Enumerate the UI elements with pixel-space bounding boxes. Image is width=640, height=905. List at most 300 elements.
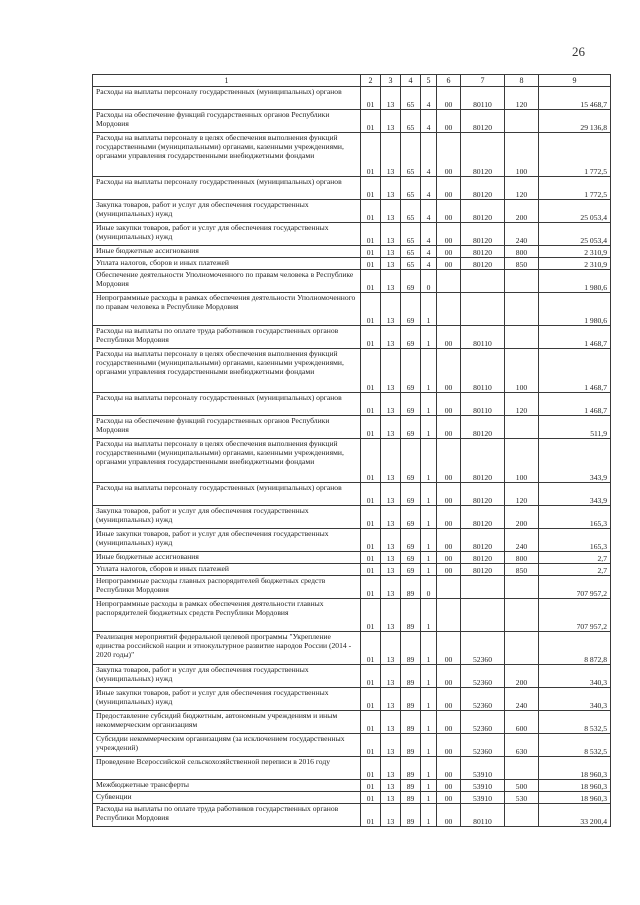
cell-program: 69: [401, 552, 421, 564]
cell-code: 80120: [461, 223, 505, 246]
cell-amount: 1 468,7: [539, 393, 611, 416]
cell-amount: 511,9: [539, 416, 611, 439]
column-header-code: 7: [461, 75, 505, 87]
cell-program: 65: [401, 246, 421, 258]
cell-name: Субвенции: [93, 792, 361, 804]
cell-name: Реализация мероприятий федеральной целевой программы "Укрепление единства российской нации и этнокультурное развитие народов России (2014 - 2020 годы)": [93, 632, 361, 665]
cell-code: 80120: [461, 200, 505, 223]
cell-amount: 8 532,5: [539, 734, 611, 757]
cell-program: 89: [401, 734, 421, 757]
cell-section: 01: [361, 757, 381, 780]
cell-name: Межбюджетные трансферты: [93, 780, 361, 792]
cell-subprogram: 1: [421, 665, 437, 688]
cell-direction: [437, 576, 461, 599]
table-header-row: [93, 75, 611, 87]
table-row: [93, 780, 611, 792]
cell-expense-type: [505, 599, 539, 632]
cell-expense-type: [505, 326, 539, 349]
cell-expense-type: 120: [505, 393, 539, 416]
cell-direction: 00: [437, 792, 461, 804]
cell-name: Расходы на выплаты персоналу государственных (муниципальных) органов: [93, 177, 361, 200]
cell-program: 69: [401, 439, 421, 483]
cell-section: 01: [361, 529, 381, 552]
table-row: [93, 349, 611, 393]
cell-amount: 2,7: [539, 552, 611, 564]
cell-name: Обеспечение деятельности Уполномоченного по правам человека в Республике Мордовия: [93, 270, 361, 293]
cell-expense-type: 200: [505, 665, 539, 688]
cell-subprogram: 1: [421, 416, 437, 439]
cell-name: Расходы на выплаты по оплате труда работников государственных органов Республики Мордовия: [93, 804, 361, 827]
cell-subprogram: 1: [421, 483, 437, 506]
cell-section: 01: [361, 506, 381, 529]
cell-subsection: 13: [381, 439, 401, 483]
cell-section: 01: [361, 87, 381, 110]
column-header-name: 1: [93, 75, 361, 87]
cell-expense-type: [505, 110, 539, 133]
cell-code: 80120: [461, 483, 505, 506]
cell-section: 01: [361, 133, 381, 177]
cell-section: 01: [361, 293, 381, 326]
table-row: [93, 483, 611, 506]
cell-section: 01: [361, 110, 381, 133]
cell-subsection: 13: [381, 711, 401, 734]
cell-section: 01: [361, 711, 381, 734]
cell-program: 89: [401, 632, 421, 665]
cell-subprogram: 4: [421, 258, 437, 270]
cell-section: 01: [361, 552, 381, 564]
cell-amount: 707 957,2: [539, 599, 611, 632]
column-header-section: 2: [361, 75, 381, 87]
cell-subsection: 13: [381, 133, 401, 177]
cell-subsection: 13: [381, 688, 401, 711]
cell-subprogram: 1: [421, 326, 437, 349]
cell-name: Расходы на выплаты персоналу государственных (муниципальных) органов: [93, 87, 361, 110]
cell-expense-type: 100: [505, 133, 539, 177]
column-header-program: 4: [401, 75, 421, 87]
table-row: [93, 258, 611, 270]
cell-name: Закупка товаров, работ и услуг для обеспечения государственных (муниципальных) нужд: [93, 506, 361, 529]
cell-program: 89: [401, 780, 421, 792]
cell-name: Расходы на выплаты персоналу в целях обеспечения выполнения функций государственными (муниципальными) органами, казенными учреждениями, органами управления государственными внебюджетными фондами: [93, 439, 361, 483]
column-header-subsection: 3: [381, 75, 401, 87]
cell-program: 65: [401, 87, 421, 110]
cell-direction: 00: [437, 110, 461, 133]
table-row: [93, 439, 611, 483]
cell-code: 80110: [461, 87, 505, 110]
cell-direction: 00: [437, 416, 461, 439]
cell-section: 01: [361, 439, 381, 483]
cell-subsection: 13: [381, 757, 401, 780]
cell-subsection: 13: [381, 780, 401, 792]
cell-program: 69: [401, 349, 421, 393]
cell-direction: 00: [437, 349, 461, 393]
table-row: [93, 564, 611, 576]
table-row: [93, 506, 611, 529]
cell-code: [461, 576, 505, 599]
cell-expense-type: 240: [505, 529, 539, 552]
cell-amount: 2 310,9: [539, 246, 611, 258]
cell-amount: 15 468,7: [539, 87, 611, 110]
cell-subprogram: 0: [421, 576, 437, 599]
table-row: [93, 87, 611, 110]
cell-amount: 1 772,5: [539, 177, 611, 200]
cell-direction: 00: [437, 665, 461, 688]
cell-expense-type: 630: [505, 734, 539, 757]
cell-section: 01: [361, 223, 381, 246]
cell-section: 01: [361, 246, 381, 258]
cell-program: 69: [401, 270, 421, 293]
cell-code: [461, 599, 505, 632]
cell-program: 65: [401, 177, 421, 200]
cell-direction: [437, 599, 461, 632]
cell-name: Расходы на выплаты по оплате труда работников государственных органов Республики Мордовия: [93, 326, 361, 349]
cell-subprogram: 4: [421, 177, 437, 200]
cell-subsection: 13: [381, 665, 401, 688]
table-row: [93, 688, 611, 711]
table-row: [93, 270, 611, 293]
cell-code: 80110: [461, 393, 505, 416]
cell-amount: 165,3: [539, 529, 611, 552]
cell-program: 89: [401, 804, 421, 827]
cell-expense-type: [505, 416, 539, 439]
cell-name: Закупка товаров, работ и услуг для обеспечения государственных (муниципальных) нужд: [93, 665, 361, 688]
cell-direction: 00: [437, 711, 461, 734]
cell-subsection: 13: [381, 792, 401, 804]
table-row: [93, 665, 611, 688]
cell-direction: 00: [437, 393, 461, 416]
cell-name: Иные бюджетные ассигнования: [93, 552, 361, 564]
cell-direction: 00: [437, 632, 461, 665]
cell-program: 65: [401, 223, 421, 246]
cell-subprogram: 1: [421, 711, 437, 734]
cell-code: 52360: [461, 711, 505, 734]
cell-subsection: 13: [381, 599, 401, 632]
cell-name: Расходы на обеспечение функций государственных органов Республики Мордовия: [93, 416, 361, 439]
cell-subprogram: 4: [421, 87, 437, 110]
cell-code: 80120: [461, 258, 505, 270]
cell-code: 80120: [461, 529, 505, 552]
cell-name: Расходы на обеспечение функций государственных органов Республики Мордовия: [93, 110, 361, 133]
cell-direction: 00: [437, 564, 461, 576]
cell-subsection: 13: [381, 804, 401, 827]
cell-name: Иные закупки товаров, работ и услуг для обеспечения государственных (муниципальных) нужд: [93, 529, 361, 552]
cell-direction: 00: [437, 200, 461, 223]
cell-code: 80120: [461, 552, 505, 564]
cell-expense-type: [505, 293, 539, 326]
cell-subprogram: 1: [421, 804, 437, 827]
cell-expense-type: 200: [505, 506, 539, 529]
cell-subsection: 13: [381, 270, 401, 293]
cell-subsection: 13: [381, 293, 401, 326]
cell-subprogram: 1: [421, 757, 437, 780]
cell-name: Расходы на выплаты персоналу в целях обеспечения выполнения функций государственными (муниципальными) органами, казенными учреждениями, органами управления государственными внебюджетными фондами: [93, 349, 361, 393]
cell-program: 65: [401, 133, 421, 177]
cell-subsection: 13: [381, 632, 401, 665]
cell-code: 80120: [461, 439, 505, 483]
table-row: [93, 804, 611, 827]
cell-program: 65: [401, 200, 421, 223]
cell-section: 01: [361, 576, 381, 599]
cell-name: Предоставление субсидий бюджетным, автономным учреждениям и иным некоммерческим организациям: [93, 711, 361, 734]
cell-direction: 00: [437, 804, 461, 827]
cell-name: Иные закупки товаров, работ и услуг для обеспечения государственных (муниципальных) нужд: [93, 223, 361, 246]
cell-expense-type: 600: [505, 711, 539, 734]
cell-direction: 00: [437, 223, 461, 246]
cell-expense-type: 850: [505, 564, 539, 576]
cell-name: Уплата налогов, сборов и иных платежей: [93, 564, 361, 576]
cell-subprogram: 1: [421, 599, 437, 632]
table-row: [93, 576, 611, 599]
cell-subsection: 13: [381, 552, 401, 564]
cell-code: 80110: [461, 326, 505, 349]
cell-name: Расходы на выплаты персоналу государственных (муниципальных) органов: [93, 393, 361, 416]
cell-name: Закупка товаров, работ и услуг для обеспечения государственных (муниципальных) нужд: [93, 200, 361, 223]
cell-direction: 00: [437, 552, 461, 564]
cell-name: Субсидии некоммерческим организациям (за исключением государственных учреждений): [93, 734, 361, 757]
cell-direction: 00: [437, 529, 461, 552]
table-row: [93, 792, 611, 804]
cell-amount: 18 960,3: [539, 757, 611, 780]
cell-amount: 1 980,6: [539, 293, 611, 326]
table-row: [93, 326, 611, 349]
cell-expense-type: [505, 576, 539, 599]
table-row: [93, 757, 611, 780]
column-header-expense-type: 8: [505, 75, 539, 87]
cell-code: 80120: [461, 177, 505, 200]
cell-subprogram: 4: [421, 200, 437, 223]
cell-section: 01: [361, 564, 381, 576]
cell-program: 69: [401, 529, 421, 552]
cell-direction: 00: [437, 133, 461, 177]
cell-subsection: 13: [381, 564, 401, 576]
cell-expense-type: 120: [505, 87, 539, 110]
cell-amount: 340,3: [539, 688, 611, 711]
cell-subsection: 13: [381, 326, 401, 349]
cell-expense-type: 240: [505, 688, 539, 711]
cell-direction: 00: [437, 688, 461, 711]
cell-program: 69: [401, 483, 421, 506]
table-row: [93, 711, 611, 734]
cell-subprogram: 1: [421, 506, 437, 529]
cell-expense-type: 100: [505, 349, 539, 393]
cell-section: 01: [361, 393, 381, 416]
cell-code: 80120: [461, 246, 505, 258]
cell-expense-type: [505, 632, 539, 665]
cell-amount: 2,7: [539, 564, 611, 576]
cell-expense-type: 800: [505, 246, 539, 258]
cell-program: 89: [401, 599, 421, 632]
cell-code: 53910: [461, 792, 505, 804]
cell-direction: 00: [437, 246, 461, 258]
cell-amount: 33 200,4: [539, 804, 611, 827]
cell-program: 69: [401, 564, 421, 576]
cell-expense-type: [505, 757, 539, 780]
cell-direction: 00: [437, 258, 461, 270]
cell-direction: 00: [437, 483, 461, 506]
cell-section: 01: [361, 270, 381, 293]
cell-subprogram: 1: [421, 439, 437, 483]
cell-expense-type: 850: [505, 258, 539, 270]
budget-table: [92, 74, 611, 827]
cell-name: Расходы на выплаты персоналу государственных (муниципальных) органов: [93, 483, 361, 506]
cell-subprogram: 1: [421, 529, 437, 552]
table-row: [93, 110, 611, 133]
cell-subprogram: 1: [421, 552, 437, 564]
cell-code: [461, 293, 505, 326]
cell-name: Иные закупки товаров, работ и услуг для обеспечения государственных (муниципальных) нужд: [93, 688, 361, 711]
cell-code: 52360: [461, 665, 505, 688]
cell-direction: 00: [437, 780, 461, 792]
cell-name: Проведение Всероссийской сельскохозяйственной переписи в 2016 году: [93, 757, 361, 780]
table-row: [93, 552, 611, 564]
cell-subsection: 13: [381, 223, 401, 246]
cell-code: 53910: [461, 780, 505, 792]
cell-amount: 18 960,3: [539, 780, 611, 792]
cell-subprogram: 1: [421, 632, 437, 665]
column-header-direction: 6: [437, 75, 461, 87]
table-row: [93, 293, 611, 326]
cell-amount: 1 468,7: [539, 326, 611, 349]
column-header-amount: 9: [539, 75, 611, 87]
cell-amount: 29 136,8: [539, 110, 611, 133]
table-row: [93, 223, 611, 246]
cell-program: 89: [401, 688, 421, 711]
cell-program: 89: [401, 792, 421, 804]
cell-program: 89: [401, 711, 421, 734]
cell-section: 01: [361, 688, 381, 711]
table-row: [93, 599, 611, 632]
cell-subprogram: 4: [421, 246, 437, 258]
cell-subsection: 13: [381, 110, 401, 133]
cell-amount: 340,3: [539, 665, 611, 688]
cell-code: 80120: [461, 110, 505, 133]
cell-expense-type: 100: [505, 439, 539, 483]
cell-amount: 343,9: [539, 483, 611, 506]
cell-program: 69: [401, 293, 421, 326]
column-header-subprogram: 5: [421, 75, 437, 87]
cell-direction: 00: [437, 177, 461, 200]
table-row: [93, 393, 611, 416]
table-row: [93, 177, 611, 200]
cell-subprogram: 1: [421, 688, 437, 711]
cell-amount: 25 053,4: [539, 200, 611, 223]
cell-direction: 00: [437, 439, 461, 483]
cell-code: 80120: [461, 133, 505, 177]
cell-name: Непрограммные расходы главных распорядителей бюджетных средств Республики Мордовия: [93, 576, 361, 599]
cell-program: 65: [401, 110, 421, 133]
cell-program: 89: [401, 576, 421, 599]
cell-amount: 165,3: [539, 506, 611, 529]
cell-section: 01: [361, 177, 381, 200]
cell-section: 01: [361, 780, 381, 792]
cell-subprogram: 1: [421, 393, 437, 416]
cell-amount: 8 872,8: [539, 632, 611, 665]
cell-subsection: 13: [381, 393, 401, 416]
cell-program: 89: [401, 665, 421, 688]
cell-section: 01: [361, 792, 381, 804]
cell-subsection: 13: [381, 506, 401, 529]
cell-subsection: 13: [381, 483, 401, 506]
cell-code: [461, 270, 505, 293]
cell-expense-type: 120: [505, 177, 539, 200]
cell-code: 80120: [461, 506, 505, 529]
cell-subprogram: 1: [421, 792, 437, 804]
cell-section: 01: [361, 326, 381, 349]
cell-subprogram: 0: [421, 270, 437, 293]
cell-direction: 00: [437, 757, 461, 780]
cell-name: Расходы на выплаты персоналу в целях обеспечения выполнения функций государственными (муниципальными) органами, казенными учреждениями, органами управления государственными внебюджетными фондами: [93, 133, 361, 177]
cell-program: 65: [401, 258, 421, 270]
cell-subsection: 13: [381, 258, 401, 270]
cell-amount: 2 310,9: [539, 258, 611, 270]
cell-subsection: 13: [381, 529, 401, 552]
table-row: [93, 529, 611, 552]
cell-amount: 18 960,3: [539, 792, 611, 804]
table-row: [93, 632, 611, 665]
cell-section: 01: [361, 632, 381, 665]
cell-name: Непрограммные расходы в рамках обеспечения деятельности Уполномоченного по правам человека в Республике Мордовия: [93, 293, 361, 326]
cell-program: 69: [401, 506, 421, 529]
table-row: [93, 133, 611, 177]
cell-program: 89: [401, 757, 421, 780]
cell-direction: 00: [437, 87, 461, 110]
table-row: [93, 416, 611, 439]
cell-amount: 1 980,6: [539, 270, 611, 293]
cell-amount: 707 957,2: [539, 576, 611, 599]
cell-code: 80120: [461, 416, 505, 439]
table-row: [93, 246, 611, 258]
cell-subsection: 13: [381, 87, 401, 110]
cell-subsection: 13: [381, 349, 401, 393]
cell-section: 01: [361, 258, 381, 270]
cell-direction: 00: [437, 734, 461, 757]
cell-code: 80110: [461, 804, 505, 827]
cell-amount: 1 468,7: [539, 349, 611, 393]
cell-subsection: 13: [381, 416, 401, 439]
cell-direction: 00: [437, 506, 461, 529]
cell-expense-type: 200: [505, 200, 539, 223]
cell-code: 52360: [461, 688, 505, 711]
cell-code: 52360: [461, 632, 505, 665]
cell-subsection: 13: [381, 246, 401, 258]
cell-program: 69: [401, 416, 421, 439]
cell-section: 01: [361, 804, 381, 827]
cell-amount: 25 053,4: [539, 223, 611, 246]
cell-subsection: 13: [381, 200, 401, 223]
cell-expense-type: 120: [505, 483, 539, 506]
cell-program: 69: [401, 326, 421, 349]
cell-subsection: 13: [381, 177, 401, 200]
cell-expense-type: [505, 270, 539, 293]
cell-expense-type: 800: [505, 552, 539, 564]
cell-program: 69: [401, 393, 421, 416]
cell-expense-type: 530: [505, 792, 539, 804]
cell-name: Иные бюджетные ассигнования: [93, 246, 361, 258]
cell-code: 53910: [461, 757, 505, 780]
cell-expense-type: [505, 804, 539, 827]
cell-section: 01: [361, 734, 381, 757]
cell-amount: 1 772,5: [539, 133, 611, 177]
cell-direction: [437, 270, 461, 293]
table-row: [93, 200, 611, 223]
cell-expense-type: 500: [505, 780, 539, 792]
cell-subsection: 13: [381, 734, 401, 757]
cell-section: 01: [361, 349, 381, 393]
cell-expense-type: 240: [505, 223, 539, 246]
page-number: 26: [572, 44, 585, 59]
cell-section: 01: [361, 416, 381, 439]
cell-subprogram: 1: [421, 734, 437, 757]
